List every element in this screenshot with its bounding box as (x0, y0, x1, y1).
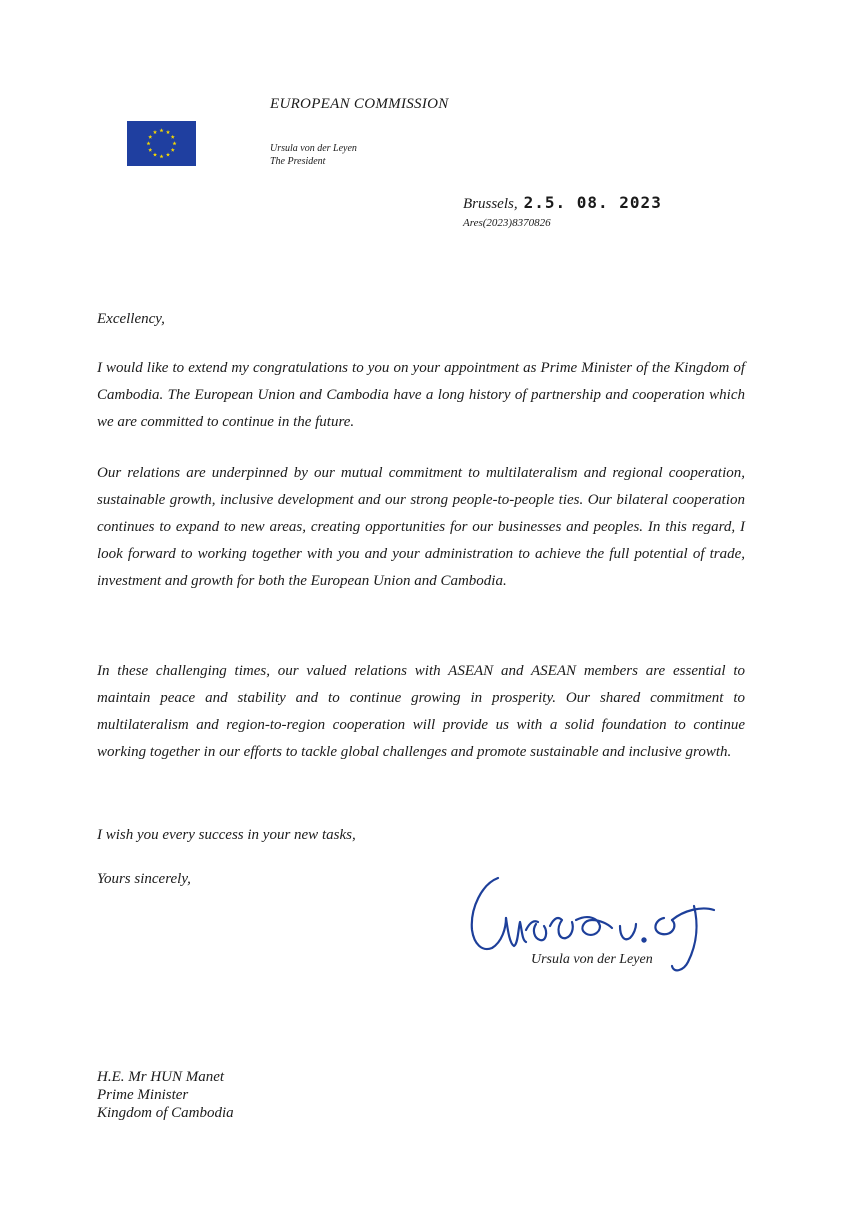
recipient-line-1: H.E. Mr HUN Manet (97, 1069, 225, 1085)
sender-title: The President (270, 156, 326, 167)
sender-block (270, 142, 357, 168)
paragraph-1: I would like to extend my congratulations to you on your appointment as Prime Minister of the Kingdom of Cambodia. The European Union and Cambodia have a long history of partnership and cooperation which we are committed to continue in the future. (97, 360, 745, 430)
salutation: Excellency, (97, 311, 165, 327)
signature-name: Ursula von der Leyen (531, 952, 653, 967)
reference-number: Ares(2023)8370826 (463, 217, 551, 229)
sender-name: Ursula von der Leyen (270, 143, 357, 154)
organization-name: EUROPEAN COMMISSION (270, 96, 449, 112)
wish-line: I wish you every success in your new tasks, (97, 827, 356, 843)
place: Brussels, (463, 196, 518, 212)
paragraph-2: Our relations are underpinned by our mutual commitment to multilateralism and regional cooperation, sustainable growth, inclusive development and our strong people-to-people ties. Our bilateral cooperation continues to expand to new areas, creating opportunities for our businesses and peoples. In this regard, I look forward to working together with you and your administration to achieve the full potential of trade, investment and growth for both the European Union and Cambodia. (97, 465, 745, 589)
recipient-line-3: Kingdom of Cambodia (97, 1105, 234, 1121)
date-stamp: 2.5. 08. 2023 (523, 193, 662, 212)
dateline (463, 193, 662, 213)
closing: Yours sincerely, (97, 871, 191, 887)
recipient-address (97, 1068, 234, 1122)
paragraph-3: In these challenging times, our valued relations with ASEAN and ASEAN members are essential to maintain peace and stability and to continue growing in prosperity. Our shared commitment to multilateralism and region-to-region cooperation will provide us with a solid foundation to continue working together in our efforts to tackle global challenges and promote sustainable and inclusive growth. (97, 663, 745, 760)
eu-flag-icon (127, 121, 196, 166)
recipient-line-2: Prime Minister (97, 1087, 189, 1103)
